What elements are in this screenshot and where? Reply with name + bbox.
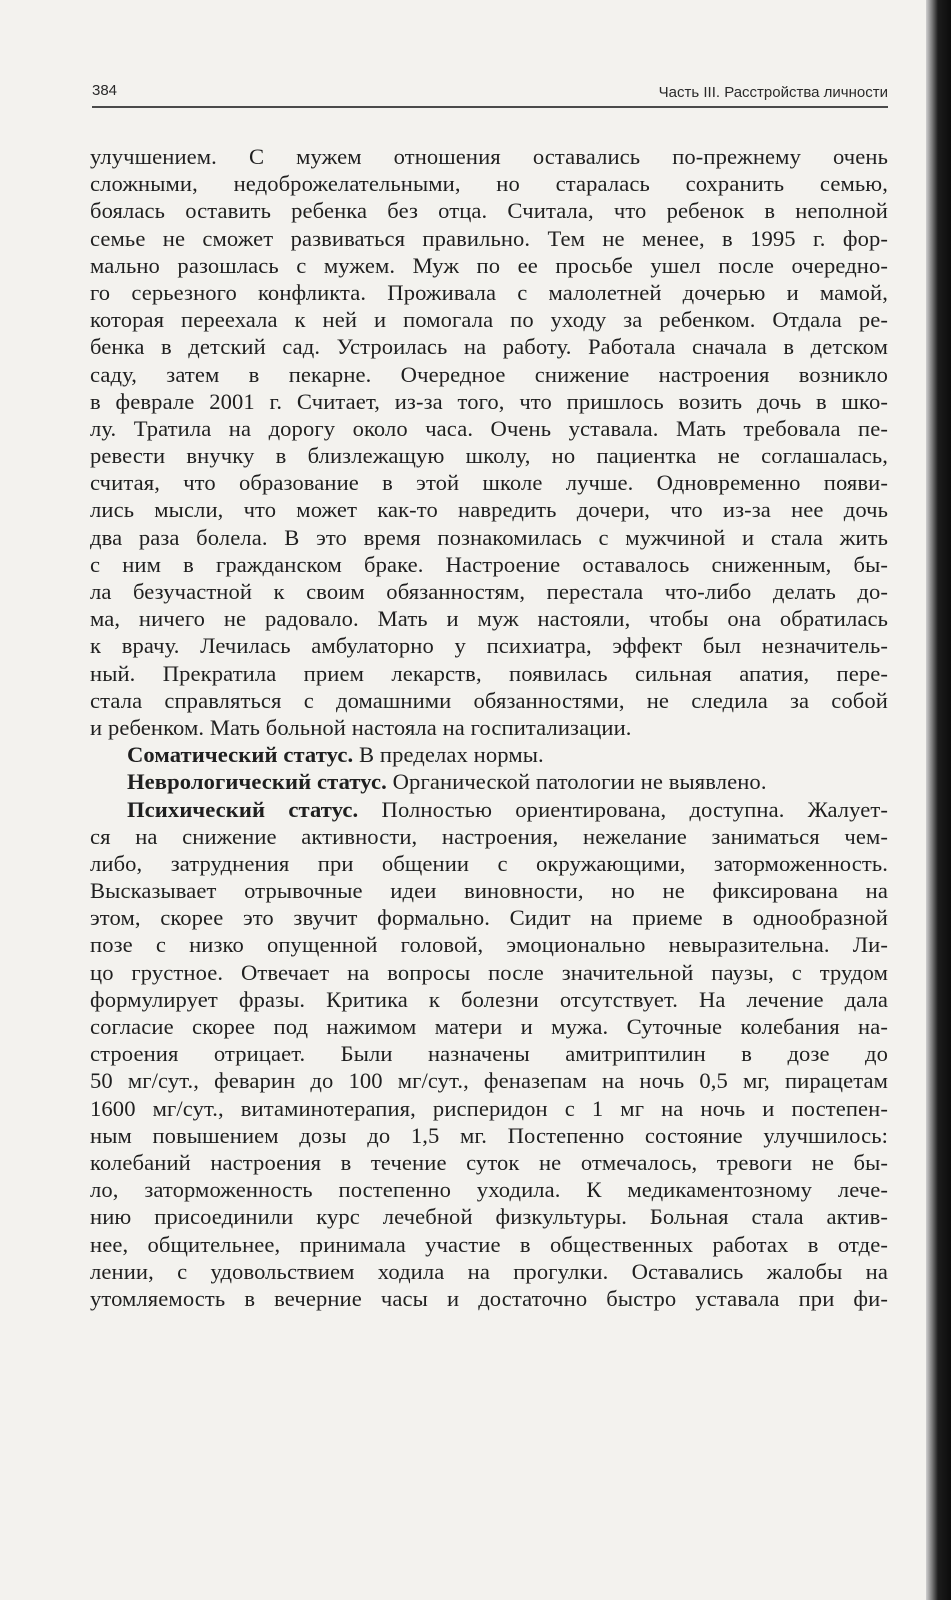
text-line: [90, 796, 888, 823]
neuro-text: Органической патологии не выявлено.: [386, 769, 767, 795]
running-title: Часть III. Расстройства личности: [658, 84, 888, 101]
text-line: два раза болела. В это время познакомилась с мужчиной и стала жить: [90, 524, 888, 550]
text-line: с ним в гражданском браке. Настроение оставалось сниженным, бы-: [90, 551, 888, 577]
text-line: к врачу. Лечилась амбулаторно у психиатра, эффект был незначитель-: [90, 633, 888, 659]
text-line: [90, 741, 888, 768]
text-line: ный. Прекратила прием лекарств, появилась сильная апатия, пере-: [90, 660, 888, 686]
body-text: [90, 143, 888, 1312]
text-line: саду, затем в пекарне. Очередное снижение настроения возникло: [90, 361, 888, 387]
text-line: бенка в детский сад. Устроилась на работу. Работала сначала в детском: [90, 334, 888, 360]
text-line: которая переехала к ней и помогала по уходу за ребенком. Отдала ре-: [90, 307, 888, 333]
paragraph-somatic: [90, 741, 888, 768]
text-line: нию присоединили курс лечебной физкультуры. Больная стала актив-: [90, 1204, 888, 1230]
text-line: 1600 мг/сут., витаминотерапия, рисперидон с 1 мг на ночь и постепен-: [90, 1095, 888, 1121]
text-line: нее, общительнее, принимала участие в общественных работах в отде-: [90, 1231, 888, 1257]
text-line: [90, 768, 888, 795]
text-line: улучшением. С мужем отношения оставались по-прежнему очень: [90, 144, 888, 169]
psych-first-text: Полностью ориентирована, доступна. Жалует-: [358, 796, 888, 822]
text-line: ным повышением дозы до 1,5 мг. Постепенно состояние улучшилось:: [90, 1122, 888, 1148]
page-header: [92, 80, 888, 106]
text-line: лении, с удовольствием ходила на прогулки. Оставались жалобы на: [90, 1258, 888, 1284]
text-line: ло, заторможенность постепенно уходила. К медикаментозному лече-: [90, 1177, 888, 1203]
text-line: ся на снижение активности, настроения, нежелание заниматься чем-: [90, 823, 888, 849]
text-line: Высказывает отрывочные идеи виновности, но не фиксирована на: [90, 878, 888, 904]
paragraph-history: [90, 143, 888, 741]
text-line: в феврале 2001 г. Считает, из-за того, что пришлось возить дочь в шко-: [90, 388, 888, 414]
text-line: считая, что образование в этой школе лучше. Одновременно появи-: [90, 470, 888, 496]
text-line: семье не сможет развиваться правильно. Тем не менее, в 1995 г. фор-: [90, 225, 888, 251]
text-line: этом, скорее это звучит формально. Сидит на приеме в однообразной: [90, 905, 888, 931]
text-line: лись мысли, что может как-то навредить дочери, что из-за нее дочь: [90, 497, 888, 523]
text-line: стала справляться с домашними обязанностями, не следила за собой: [90, 687, 888, 713]
somatic-text: В пределах нормы.: [353, 742, 544, 768]
text-line: ма, ничего не радовало. Мать и муж настояли, чтобы она обратилась: [90, 606, 888, 632]
text-line: ревести внучку в близлежащую школу, но пациентка не соглашалась,: [90, 443, 888, 469]
text-line: лу. Тратила на дорогу около часа. Очень уставала. Мать требовала пе-: [90, 415, 888, 441]
text-line: го серьезного конфликта. Проживала с малолетней дочерью и мамой,: [90, 279, 888, 305]
header-rule: [92, 106, 888, 108]
text-line: формулирует фразы. Критика к болезни отсутствует. На лечение дала: [90, 986, 888, 1012]
text-line: ла безучастной к своим обязанностям, перестала что-либо делать до-: [90, 579, 888, 604]
page-number: 384: [92, 82, 118, 99]
text-line: строения отрицает. Были назначены амитриптилин в дозе до: [90, 1041, 888, 1067]
text-line: цо грустное. Отвечает на вопросы после значительной паузы, с трудом: [90, 959, 888, 985]
somatic-heading: Соматический статус.: [127, 742, 354, 768]
text-line: 50 мг/сут., феварин до 100 мг/сут., феназепам на ночь 0,5 мг, пирацетам: [90, 1068, 888, 1094]
text-line: и ребенком. Мать больной настояла на госпитализации.: [90, 714, 632, 740]
text-line: утомляемость в вечерние часы и достаточно быстро уставала при фи-: [90, 1285, 888, 1311]
text-line: либо, затруднения при общении с окружающими, заторможенность.: [90, 850, 888, 876]
text-line: позе с низко опущенной головой, эмоционально невыразительна. Ли-: [90, 932, 888, 958]
text-line: согласие скорее под нажимом матери и мужа. Суточные колебания на-: [90, 1014, 888, 1039]
neuro-heading: Неврологический статус.: [127, 769, 387, 795]
text-line: сложными, недоброжелательными, но старалась сохранить семью,: [90, 171, 888, 197]
text-line: мально разошлась с мужем. Муж по ее просьбе ушел после очередно-: [90, 252, 888, 278]
psych-heading: Психический статус.: [127, 796, 359, 822]
text-line: боялась оставить ребенка без отца. Считала, что ребенок в неполной: [90, 198, 888, 224]
paragraph-neuro: [90, 768, 888, 795]
text-line: колебаний настроения в течение суток не отмечалось, тревоги не бы-: [90, 1149, 888, 1175]
book-spine-shadow: [926, 0, 951, 1600]
paragraph-psych: [90, 796, 888, 1313]
